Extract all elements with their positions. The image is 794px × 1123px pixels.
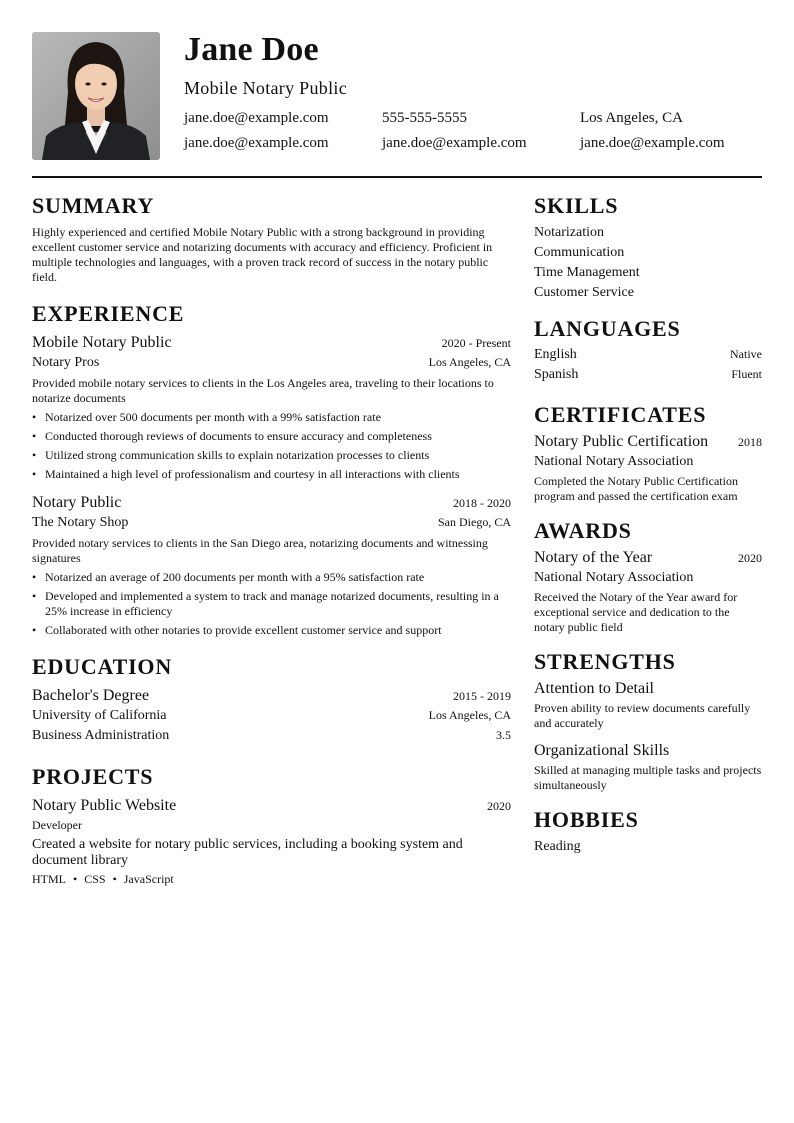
list-item: • Collaborated with other notaries to provide excellent customer service and support <box>32 623 511 638</box>
strength-name: Attention to Detail <box>534 680 654 697</box>
list-item: • Notarized an average of 200 documents per month with a 95% satisfaction rate <box>32 570 511 585</box>
certificate-issuer: National Notary Association <box>534 454 694 469</box>
projects-section <box>32 764 511 887</box>
award-name: Notary of the Year <box>534 549 653 566</box>
section-title: EXPERIENCE <box>32 301 185 326</box>
section-title: EDUCATION <box>32 654 173 679</box>
job-summary: Provided notary services to clients in the San Diego area, notarizing documents and witnessing signatures <box>32 536 488 565</box>
job-dates: 2020 - Present <box>441 336 511 350</box>
job-summary: Provided mobile notary services to clients in the Los Angeles area, traveling to their locations to notarize documents <box>32 376 494 405</box>
experience-item <box>32 333 511 482</box>
strength-description: Skilled at managing multiple tasks and projects simultaneously <box>534 763 762 792</box>
strength-item <box>534 741 762 793</box>
job-company: The Notary Shop <box>32 515 129 530</box>
profile-photo <box>32 32 160 160</box>
section-title: PROJECTS <box>32 764 154 789</box>
main-column <box>32 193 511 887</box>
summary-section <box>32 193 511 285</box>
language-name: Spanish <box>534 367 579 382</box>
award-description: Received the Notary of the Year award for exceptional service and dedication to the notary public field <box>534 590 738 634</box>
education-area: Business Administration <box>32 728 170 743</box>
section-title: HOBBIES <box>534 807 639 832</box>
language-fluency: Native <box>730 347 762 361</box>
side-column <box>534 193 762 857</box>
contact-location: Los Angeles, CA <box>580 110 683 126</box>
education-dates: 2015 - 2019 <box>453 689 511 703</box>
project-description: Created a website for notary public services, including a booking system and document library <box>32 837 463 868</box>
job-company: Notary Pros <box>32 355 100 370</box>
list-item: • Conducted thorough reviews of documents to ensure accuracy and completeness <box>32 429 511 444</box>
section-title: LANGUAGES <box>534 316 681 341</box>
section-title: STRENGTHS <box>534 649 676 674</box>
skills-section <box>534 193 762 303</box>
strength-item <box>534 679 762 731</box>
strengths-section <box>534 649 762 793</box>
project-keywords <box>32 872 511 887</box>
skill-item: Notarization <box>534 225 604 240</box>
section-title: AWARDS <box>534 518 632 543</box>
project-name: Notary Public Website <box>32 797 177 814</box>
job-highlights <box>32 570 511 638</box>
job-location: Los Angeles, CA <box>428 355 511 369</box>
education-score: 3.5 <box>496 728 511 742</box>
experience-item <box>32 493 511 638</box>
strength-name: Organizational Skills <box>534 742 670 759</box>
certificate-description: Completed the Notary Public Certification program and passed the certification exam <box>534 474 738 503</box>
skill-item: Customer Service <box>534 285 634 300</box>
contact-list <box>184 109 762 153</box>
contact-link[interactable]: jane.doe@example.com <box>184 135 329 151</box>
contact-link[interactable]: jane.doe@example.com <box>580 135 725 151</box>
list-item: • Notarized over 500 documents per month with a 99% satisfaction rate <box>32 410 511 425</box>
job-highlights <box>32 410 511 482</box>
strength-description: Proven ability to review documents carefully and accurately <box>534 701 751 730</box>
certificate-year: 2018 <box>738 435 762 449</box>
job-location: San Diego, CA <box>438 515 511 529</box>
experience-section <box>32 301 511 638</box>
skill-item: Time Management <box>534 265 640 280</box>
list-item: • Developed and implemented a system to track and manage notarized documents, resulting in a 25% increase in efficiency <box>32 589 511 619</box>
keyword: CSS <box>84 872 106 886</box>
language-name: English <box>534 347 577 362</box>
resume-header <box>32 32 762 160</box>
job-position: Mobile Notary Public <box>32 334 172 351</box>
education-degree: Bachelor's Degree <box>32 687 150 704</box>
contact-phone[interactable]: 555-555-5555 <box>382 110 467 126</box>
job-position: Notary Public <box>32 494 122 511</box>
languages-section <box>534 316 762 385</box>
skill-item: Communication <box>534 245 625 260</box>
keyword: HTML <box>32 872 66 886</box>
candidate-headline: Mobile Notary Public <box>184 78 347 98</box>
keyword: JavaScript <box>123 872 174 886</box>
contact-email[interactable]: jane.doe@example.com <box>184 110 329 126</box>
hobbies-section <box>534 807 762 857</box>
project-role: Developer <box>32 818 82 832</box>
education-location: Los Angeles, CA <box>428 708 511 722</box>
award-awarder: National Notary Association <box>534 570 694 585</box>
award-year: 2020 <box>738 551 762 565</box>
list-item: • Maintained a high level of professionalism and courtesy in all interactions with clients <box>32 467 511 482</box>
separator: • <box>73 872 78 886</box>
separator: • <box>112 872 117 886</box>
contact-link[interactable]: jane.doe@example.com <box>382 135 527 151</box>
hobby-item: Reading <box>534 839 581 854</box>
section-title: CERTIFICATES <box>534 402 707 427</box>
header-divider <box>32 176 762 178</box>
list-item: • Utilized strong communication skills to explain notarization processes to clients <box>32 448 511 463</box>
awards-section <box>534 518 762 635</box>
candidate-name: Jane Doe <box>184 31 319 68</box>
language-fluency: Fluent <box>731 367 762 381</box>
project-year: 2020 <box>487 799 511 813</box>
section-title: SKILLS <box>534 193 619 218</box>
summary-text: Highly experienced and certified Mobile Notary Public with a strong background in providing excellent customer service and notarizing documents with accuracy and efficiency. Proficient in multiple technologies and languages, with a proven track record of success in the notary public field. <box>32 225 493 284</box>
certificate-name: Notary Public Certification <box>534 433 709 450</box>
section-title: SUMMARY <box>32 193 155 218</box>
education-institution: University of California <box>32 708 167 723</box>
education-section <box>32 654 511 746</box>
certificates-section <box>534 402 762 504</box>
job-dates: 2018 - 2020 <box>453 496 511 510</box>
